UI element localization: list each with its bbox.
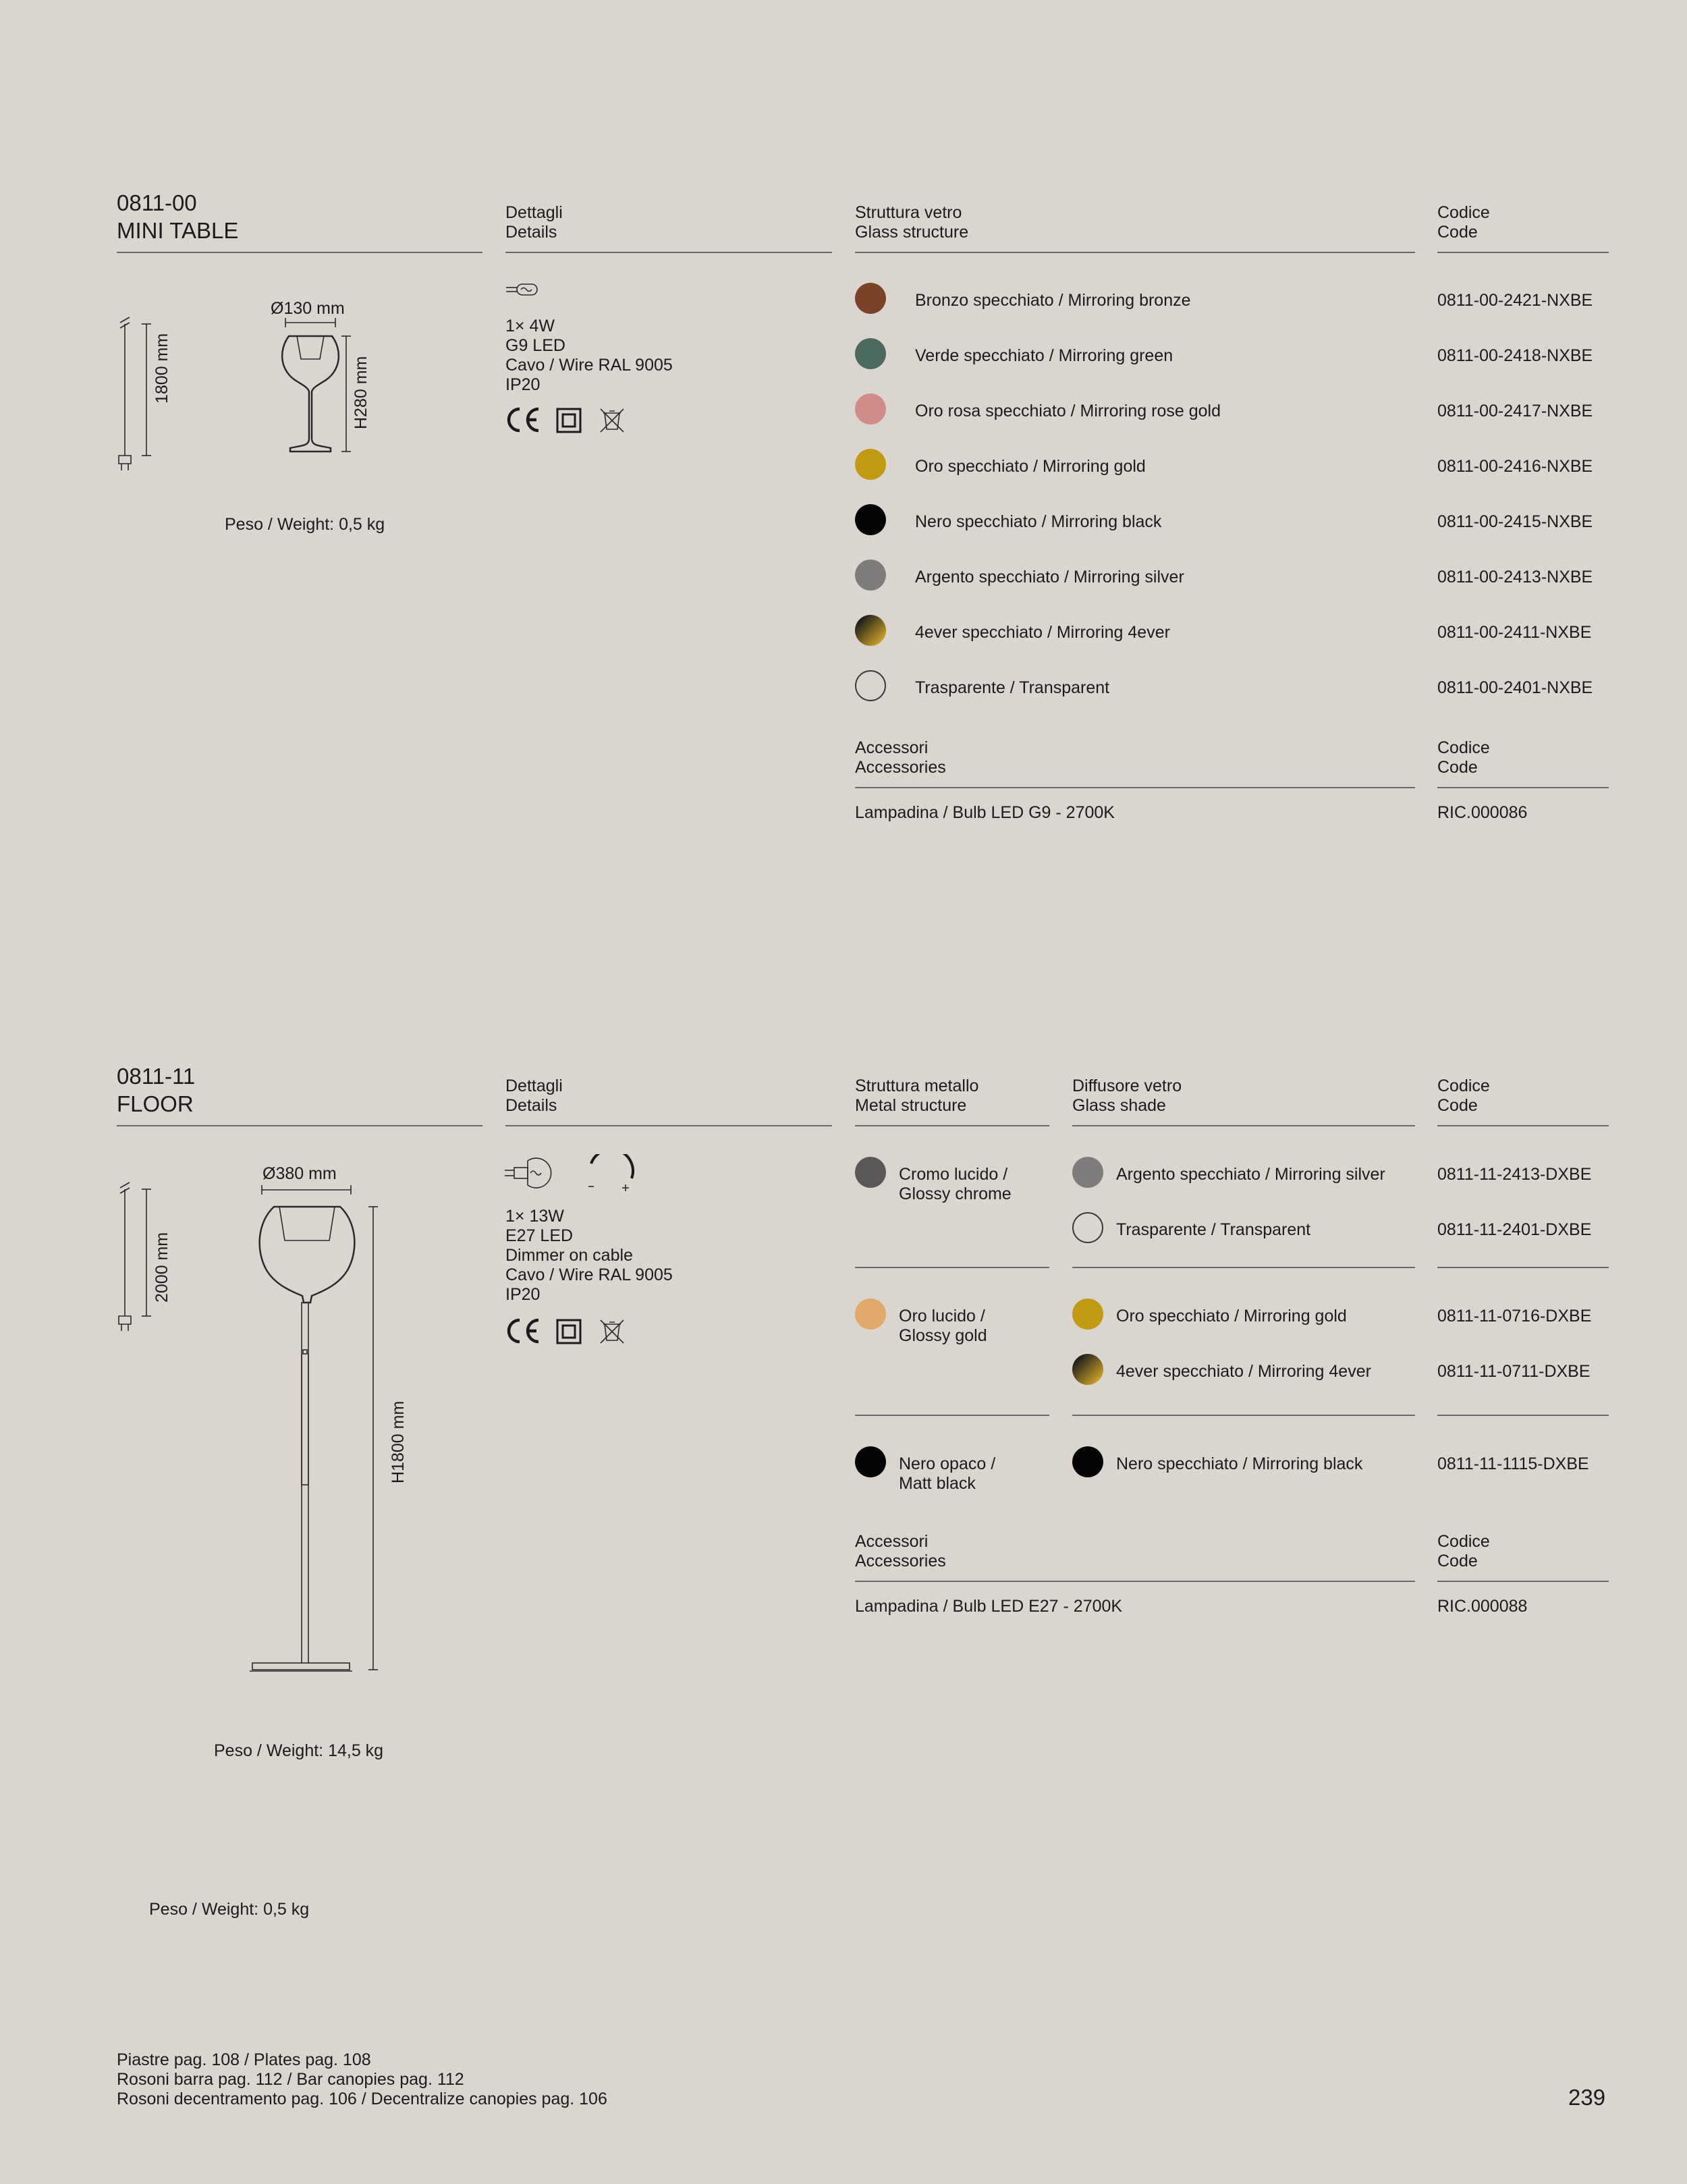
finish-swatch <box>855 559 886 591</box>
finish-code: 0811-00-2415-NXBE <box>1437 512 1593 531</box>
detail-line: Cavo / Wire RAL 9005 <box>505 356 673 375</box>
accessories-header-en: Accessories <box>855 758 946 777</box>
detail-line: Dimmer on cable <box>505 1246 633 1265</box>
shade-swatch <box>1072 1446 1103 1477</box>
metal-label: Matt black <box>899 1474 976 1493</box>
divider <box>855 1581 1415 1582</box>
divider <box>117 252 482 253</box>
finish-swatch <box>855 283 886 314</box>
finish-code: 0811-00-2421-NXBE <box>1437 291 1593 310</box>
divider <box>505 252 832 253</box>
finish-code: 0811-00-2413-NXBE <box>1437 568 1593 586</box>
product-name: MINI TABLE <box>117 218 239 243</box>
height-label: H1800 mm <box>389 1400 408 1483</box>
shade-swatch <box>1072 1212 1103 1243</box>
shade-code: 0811-11-2413-DXBE <box>1437 1165 1592 1184</box>
finish-swatch <box>855 670 886 701</box>
diameter-label: Ø380 mm <box>262 1164 337 1183</box>
metal-label: Oro lucido / <box>899 1307 985 1326</box>
finish-code: 0811-00-2416-NXBE <box>1437 457 1593 476</box>
metal-swatch <box>855 1299 886 1330</box>
metal-swatch <box>855 1157 886 1188</box>
metal-header-en: Metal structure <box>855 1096 967 1115</box>
product-code: 0811-11 <box>117 1064 196 1089</box>
shade-code: 0811-11-0716-DXBE <box>1437 1307 1592 1326</box>
extra-weight-label: Peso / Weight: 0,5 kg <box>149 1900 310 1919</box>
finish-swatch <box>855 615 886 646</box>
metal-header-it: Struttura metallo <box>855 1076 979 1095</box>
divider <box>1437 1125 1609 1126</box>
shade-swatch <box>1072 1157 1103 1188</box>
glass-header-en: Glass shade <box>1072 1096 1166 1115</box>
divider <box>1437 252 1609 253</box>
finish-label: Oro specchiato / Mirroring gold <box>915 457 1146 476</box>
detail-line: Cavo / Wire RAL 9005 <box>505 1265 673 1284</box>
finish-code: 0811-00-2418-NXBE <box>1437 346 1593 365</box>
divider <box>855 1267 1049 1268</box>
metal-label: Glossy chrome <box>899 1184 1012 1203</box>
divider <box>1437 787 1609 788</box>
code-header-it: Codice <box>1437 203 1490 222</box>
code-header-en: Code <box>1437 1552 1478 1571</box>
detail-line: IP20 <box>505 1285 541 1304</box>
structure-header-en: Glass structure <box>855 223 969 242</box>
finish-label: Bronzo specchiato / Mirroring bronze <box>915 291 1191 310</box>
finish-label: Argento specchiato / Mirroring silver <box>915 568 1184 586</box>
ce-mark-icon <box>509 1320 538 1342</box>
shade-label: Trasparente / Transparent <box>1116 1220 1311 1239</box>
accessories-header-it: Accessori <box>855 738 929 757</box>
weight-label: Peso / Weight: 0,5 kg <box>225 515 385 534</box>
finish-swatch <box>855 338 886 369</box>
divider <box>855 252 1415 253</box>
finish-label: Verde specchiato / Mirroring green <box>915 346 1173 365</box>
shade-code: 0811-11-0711-DXBE <box>1437 1362 1591 1381</box>
accessory-label: Lampadina / Bulb LED E27 - 2700K <box>855 1597 1123 1616</box>
finish-swatch <box>855 449 886 480</box>
shade-code: 0811-11-1115-DXBE <box>1437 1454 1589 1473</box>
diameter-label: Ø130 mm <box>271 299 345 318</box>
details-header-en: Details <box>505 1096 557 1115</box>
g9-bulb-icon <box>505 281 545 298</box>
weee-bin-icon <box>601 409 624 432</box>
metal-label: Cromo lucido / <box>899 1165 1008 1184</box>
shade-code: 0811-11-2401-DXBE <box>1437 1220 1592 1239</box>
divider <box>1437 1267 1609 1268</box>
mini-table-dimension-drawing <box>108 297 391 479</box>
divider <box>1072 1125 1415 1126</box>
code-header-it: Codice <box>1437 738 1490 757</box>
footer-note: Rosoni decentramento pag. 106 / Decentralize canopies pag. 106 <box>117 2090 607 2108</box>
cable-length-label: 1800 mm <box>153 333 171 404</box>
certification-icons <box>505 405 633 435</box>
divider <box>505 1125 832 1126</box>
footer-note: Piastre pag. 108 / Plates pag. 108 <box>117 2050 371 2069</box>
details-header-en: Details <box>505 223 557 242</box>
accessories-header-it: Accessori <box>855 1532 929 1551</box>
finish-label: Nero specchiato / Mirroring black <box>915 512 1162 531</box>
finish-code: 0811-00-2417-NXBE <box>1437 402 1593 420</box>
finish-label: Trasparente / Transparent <box>915 678 1110 697</box>
height-label: H280 mm <box>352 356 370 429</box>
e27-bulb-icon <box>505 1158 551 1188</box>
class-ii-icon <box>557 1320 580 1343</box>
structure-header-it: Struttura vetro <box>855 203 962 222</box>
weee-bin-icon <box>601 1320 624 1343</box>
metal-label: Glossy gold <box>899 1326 987 1345</box>
footer-note: Rosoni barra pag. 112 / Bar canopies pag. 112 <box>117 2070 464 2089</box>
weight-label: Peso / Weight: 14,5 kg <box>214 1741 384 1760</box>
dimmer-icon <box>588 1154 633 1191</box>
finish-label: Oro rosa specchiato / Mirroring rose gold <box>915 402 1221 420</box>
detail-line: IP20 <box>505 375 541 394</box>
finish-code: 0811-00-2411-NXBE <box>1437 623 1592 642</box>
finish-swatch <box>855 393 886 425</box>
glass-header-it: Diffusore vetro <box>1072 1076 1182 1095</box>
finish-label: 4ever specchiato / Mirroring 4ever <box>915 623 1170 642</box>
shade-label: Argento specchiato / Mirroring silver <box>1116 1165 1385 1184</box>
class-ii-icon <box>557 409 580 432</box>
detail-line: 1× 13W <box>505 1207 564 1226</box>
code-header-it: Codice <box>1437 1076 1490 1095</box>
details-header-it: Dettagli <box>505 1076 563 1095</box>
detail-line: G9 LED <box>505 336 565 355</box>
code-header-en: Code <box>1437 223 1478 242</box>
details-header-it: Dettagli <box>505 203 563 222</box>
finish-swatch <box>855 504 886 535</box>
code-header-en: Code <box>1437 1096 1478 1115</box>
code-header-it: Codice <box>1437 1532 1490 1551</box>
shade-label: Nero specchiato / Mirroring black <box>1116 1454 1363 1473</box>
shade-label: 4ever specchiato / Mirroring 4ever <box>1116 1362 1371 1381</box>
accessory-code: RIC.000088 <box>1437 1597 1528 1616</box>
ce-mark-icon <box>509 409 538 431</box>
accessory-label: Lampadina / Bulb LED G9 - 2700K <box>855 803 1115 822</box>
shade-label: Oro specchiato / Mirroring gold <box>1116 1307 1347 1326</box>
detail-line: 1× 4W <box>505 317 555 335</box>
metal-swatch <box>855 1446 886 1477</box>
product-code: 0811-00 <box>117 190 197 215</box>
page-number: 239 <box>1568 2085 1606 2110</box>
divider <box>1072 1415 1415 1416</box>
divider <box>117 1125 482 1126</box>
detail-line: E27 LED <box>505 1226 574 1245</box>
finish-code: 0811-00-2401-NXBE <box>1437 678 1593 697</box>
accessories-header-en: Accessories <box>855 1552 946 1571</box>
divider <box>1437 1415 1609 1416</box>
divider <box>1072 1267 1415 1268</box>
code-header-en: Code <box>1437 758 1478 777</box>
certification-icons <box>505 1316 633 1346</box>
detail-icons <box>503 1154 638 1192</box>
shade-swatch <box>1072 1354 1103 1385</box>
shade-swatch <box>1072 1299 1103 1330</box>
metal-label: Nero opaco / <box>899 1454 996 1473</box>
divider <box>855 787 1415 788</box>
product-name: FLOOR <box>117 1091 194 1116</box>
divider <box>1437 1581 1609 1582</box>
divider <box>855 1415 1049 1416</box>
accessory-code: RIC.000086 <box>1437 803 1528 822</box>
cable-length-label: 2000 mm <box>153 1232 171 1303</box>
divider <box>855 1125 1049 1126</box>
